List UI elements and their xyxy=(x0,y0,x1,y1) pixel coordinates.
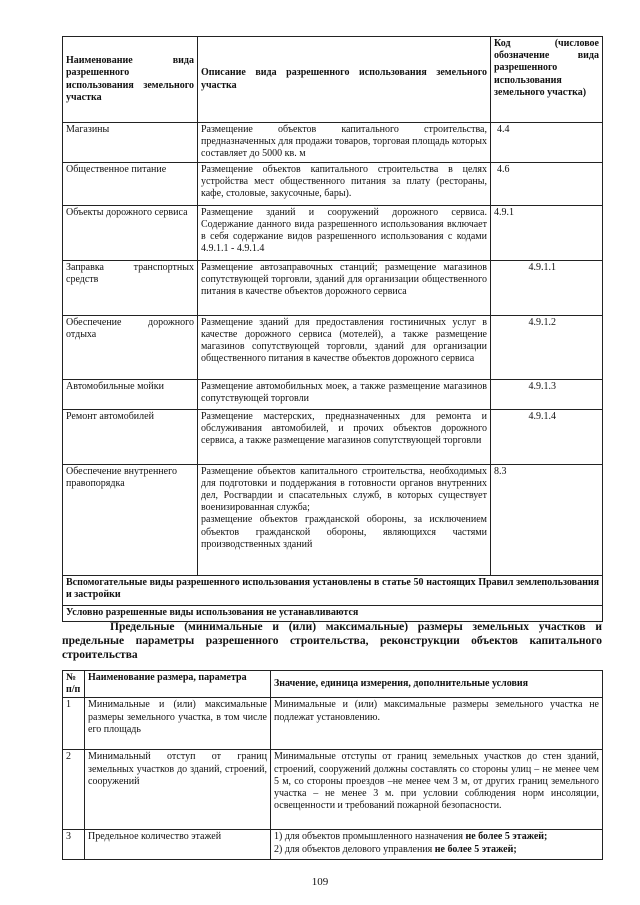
table-row xyxy=(63,830,603,860)
parameter-value: Минимальные и (или) максимальные размеры земельного участка не подлежат установлению. xyxy=(271,698,603,750)
use-description: Размещение объектов капитального строительства в целях устройства мест общественного питания за плату (рестораны, кафе, столовые, закусочные, бары). xyxy=(198,162,491,205)
use-name: Общественное питание xyxy=(63,162,198,205)
use-description: Размещение автозаправочных станций; размещение магазинов сопутствующей торговли, зданий для организации общественного питания в качестве объектов дорожного сервиса xyxy=(198,260,491,315)
use-description: Размещение мастерских, предназначенных для ремонта и обслуживания автомобилей, и прочих объектов дорожного сервиса, а также размещение магазинов сопутствующей торговли xyxy=(198,409,491,464)
parameter-name: Минимальные и (или) максимальные размеры земельного участка, в том числе его площадь xyxy=(85,698,271,750)
parameter-value xyxy=(271,830,603,860)
table-row xyxy=(63,123,603,163)
use-code: 4.9.1.2 xyxy=(491,315,603,379)
table-header-row xyxy=(63,671,603,698)
parameter-value: Минимальные отступы от границ земельных участков до стен зданий, строений, сооружений должны составлять со стороны улиц – не менее чем 5 м, со стороны проездов –не менее чем 3 м, от других границ земельного участка – не менее 3 м. при условии соблюдения норм инсоляции, освещенности и требований пожарной безопасности. xyxy=(271,750,603,830)
header-parameter-name: Наименование размера, параметра xyxy=(85,671,271,698)
line-limit: не более 5 этажей; xyxy=(434,843,517,855)
conditional-uses-note: Условно разрешенные виды использования не устанавливаются xyxy=(63,605,603,621)
header-use-name: Наименование вида разрешенного использования земельного участка xyxy=(63,37,198,123)
use-name: Магазины xyxy=(63,123,198,163)
use-code: 4.9.1 xyxy=(491,205,603,260)
use-name: Ремонт автомобилей xyxy=(63,409,198,464)
limits-table xyxy=(62,670,603,860)
parameter-value-line xyxy=(274,844,599,856)
conditional-uses-row xyxy=(63,605,603,621)
table-row xyxy=(63,698,603,750)
header-use-code: Код (числовое обозначение вида разрешенного использования земельного участка) xyxy=(491,37,603,123)
row-number: 1 xyxy=(63,698,85,750)
auxiliary-uses-row xyxy=(63,575,603,605)
use-description: Размещение объектов капитального строительства, предназначенных для продажи товаров, торговая площадь которых составляет до 5000 кв. м xyxy=(198,123,491,163)
use-code: 4.9.1.1 xyxy=(491,260,603,315)
header-parameter-value: Значение, единица измерения, дополнительные условия xyxy=(271,671,603,698)
use-name: Обеспечение внутреннего правопорядка xyxy=(63,464,198,575)
use-code: 4.9.1.3 xyxy=(491,379,603,409)
use-description: Размещение объектов капитального строительства, необходимых для подготовки и поддержания в готовности органов внутренних дел, Росгвардии и спасательных служб, в которых существует военизированная служба; xyxy=(201,465,487,514)
row-number: 2 xyxy=(63,750,85,830)
use-code: 8.3 xyxy=(491,464,603,575)
table-row xyxy=(63,750,603,830)
use-description: Размещение зданий и сооружений дорожного сервиса. Содержание данного вида разрешенного использования включает в себя содержание видов разрешенного использования с кодами 4.9.1.1 - 4.9.1.4 xyxy=(198,205,491,260)
auxiliary-uses-note: Вспомогательные виды разрешенного использования установлены в статье 50 настоящих Правил землепользования и застройки xyxy=(63,575,603,605)
table-row xyxy=(63,162,603,205)
use-code: 4.9.1.4 xyxy=(491,409,603,464)
line-text: 2) для объектов делового управления xyxy=(274,843,435,855)
parameter-name: Минимальный отступ от границ земельных участков до зданий, строений, сооружений xyxy=(85,750,271,830)
table-row xyxy=(63,409,603,464)
use-code: 4.4 xyxy=(491,123,603,163)
use-name: Обеспечение дорожного отдыха xyxy=(63,315,198,379)
permitted-use-table xyxy=(62,36,603,622)
row-number: 3 xyxy=(63,830,85,860)
line-limit: не более 5 этажей; xyxy=(465,831,548,843)
use-name: Автомобильные мойки xyxy=(63,379,198,409)
table-header-row xyxy=(63,37,603,123)
use-code: 4.6 xyxy=(491,162,603,205)
use-description: Размещение зданий для предоставления гостиничных услуг в качестве дорожного сервиса (мотелей), а также размещение магазинов сопутствующей торговли, зданий для организации общественного питания в качестве объектов дорожного сервиса xyxy=(198,315,491,379)
header-use-description: Описание вида разрешенного использования земельного участка xyxy=(198,37,491,123)
line-text: 1) для объектов промышленного назначения xyxy=(274,831,466,843)
use-description-cell xyxy=(198,464,491,575)
parameter-name: Предельное количество этажей xyxy=(85,830,271,860)
header-number: № п/п xyxy=(63,671,85,698)
table-row xyxy=(63,260,603,315)
table-row xyxy=(63,379,603,409)
use-name: Объекты дорожного сервиса xyxy=(63,205,198,260)
use-description: Размещение автомобильных моек, а также размещение магазинов сопутствующей торговли xyxy=(198,379,491,409)
section-heading: Предельные (минимальные и (или) максимальные) размеры земельных участков и предельные параметры разрешенного строительства, реконструкции объектов капитального строительства xyxy=(62,621,602,661)
table-row xyxy=(63,464,603,575)
table-row xyxy=(63,205,603,260)
use-description-continued: размещение объектов гражданской обороны, за исключением объектов гражданской обороны, являющихся частями производственных зданий xyxy=(201,514,487,550)
table-row xyxy=(63,315,603,379)
parameter-value-line xyxy=(274,831,599,843)
page-number: 109 xyxy=(311,876,329,888)
use-name: Заправка транспортных средств xyxy=(63,260,198,315)
